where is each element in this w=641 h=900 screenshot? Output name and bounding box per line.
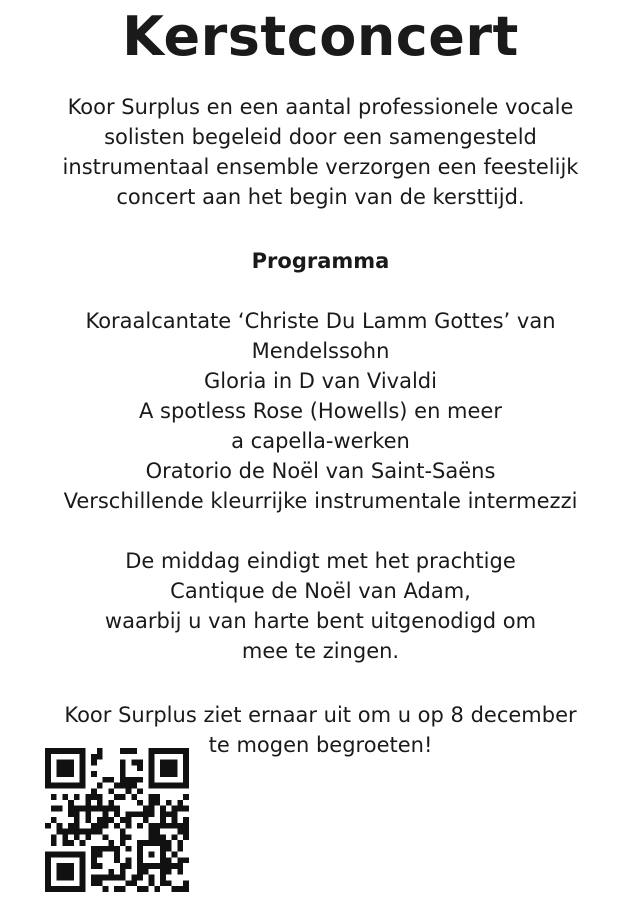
invite-line: te mogen begroeten! <box>208 733 433 757</box>
intro-line: solisten begeleid door een samengesteld <box>104 125 537 149</box>
intro-line: instrumentaal ensemble verzorgen een feestelijk <box>62 155 579 179</box>
intro-line: concert aan het begin van de kersttijd. <box>116 185 525 209</box>
program-item: Gloria in D van Vivaldi <box>204 369 437 393</box>
intro-paragraph <box>0 92 641 212</box>
page-title: Kerstconcert <box>122 5 519 68</box>
closing-line: De middag eindigt met het prachtige <box>125 549 516 573</box>
closing-line: mee te zingen. <box>241 639 400 663</box>
intro-line: Koor Surplus en een aantal professionele vocale <box>67 95 574 119</box>
closing-line: Cantique de Noël van Adam, <box>170 579 471 603</box>
program-item: Verschillende kleurrijke instrumentale intermezzi <box>63 489 578 513</box>
invite-line: Koor Surplus ziet ernaar uit om u op 8 december <box>64 703 577 727</box>
closing-line: waarbij u van harte bent uitgenodigd om <box>104 609 537 633</box>
program-item: a capella-werken <box>231 429 410 453</box>
closing-paragraph <box>0 546 641 666</box>
program-item: A spotless Rose (Howells) en meer <box>139 399 502 423</box>
program-item: Koraalcantate ‘Christe Du Lamm Gottes’ van <box>85 309 556 333</box>
qr-code-icon[interactable] <box>45 748 189 892</box>
program-list <box>0 306 641 516</box>
program-heading: Programma <box>251 249 390 273</box>
program-item: Mendelssohn <box>251 339 390 363</box>
program-item: Oratorio de Noël van Saint-Saëns <box>145 459 496 483</box>
